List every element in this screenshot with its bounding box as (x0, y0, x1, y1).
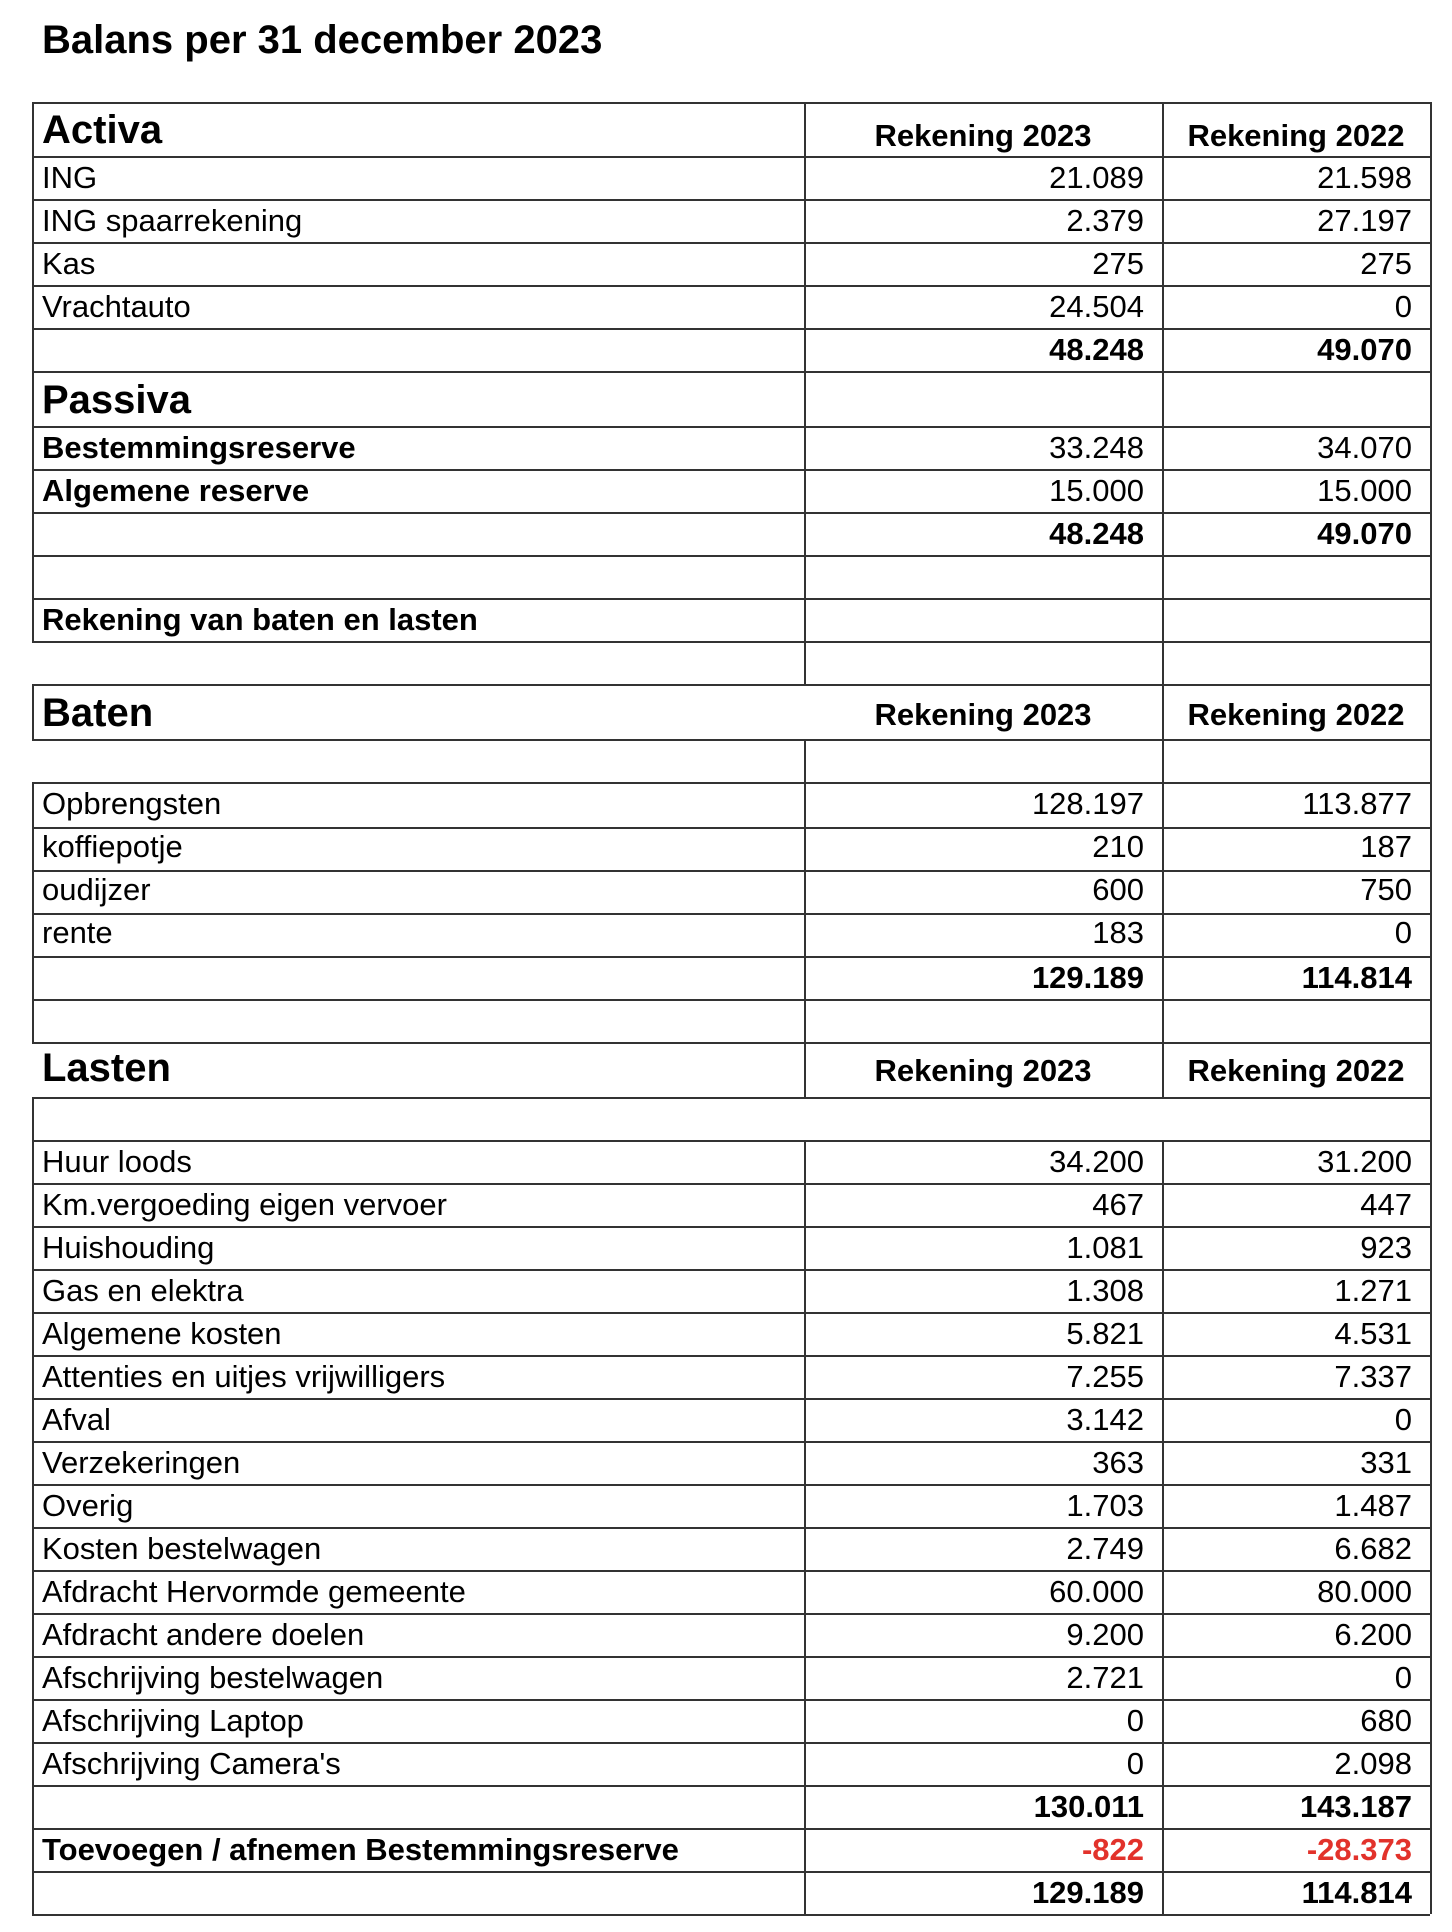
value-2023: 60.000 (1049, 1574, 1144, 1609)
value-2022: 275 (1360, 246, 1412, 281)
table-hline (32, 371, 1430, 373)
row-label: Overig (42, 1488, 134, 1523)
value-2022: 187 (1360, 829, 1412, 864)
table-vline (1430, 1097, 1432, 1140)
value-2022: 923 (1360, 1230, 1412, 1265)
table-hline (32, 1183, 1430, 1185)
table-hline (32, 1699, 1430, 1701)
table-hline (32, 870, 1430, 872)
table-hline (32, 102, 1430, 104)
value-2023: 21.089 (1049, 160, 1144, 195)
value-2022: 0 (1394, 1402, 1412, 1437)
table-vline (32, 684, 34, 739)
table-hline (32, 827, 1430, 829)
table-hline (32, 1097, 1430, 1099)
row-label: Attenties en uitjes vrijwilligers (42, 1359, 446, 1394)
table-hline (804, 782, 1430, 784)
table-hline (32, 199, 1430, 201)
lasten-heading: Lasten (42, 1046, 171, 1090)
value-2022: 34.070 (1317, 430, 1412, 465)
row-label: rente (42, 915, 113, 950)
total-2023: 48.248 (1049, 332, 1144, 367)
value-2022: 6.682 (1334, 1531, 1412, 1566)
table-hline (32, 156, 1430, 158)
table-vline (1162, 1140, 1164, 1914)
table-hline (32, 782, 804, 784)
value-2023: 2.749 (1066, 1531, 1144, 1566)
value-2023: 183 (1092, 915, 1144, 950)
value-2023: 24.504 (1049, 289, 1144, 324)
table-hline (32, 242, 1430, 244)
table-hline (32, 1613, 1430, 1615)
value-2023: 275 (1092, 246, 1144, 281)
row-label: ING (42, 160, 98, 195)
final-total-2023: 129.189 (1031, 1875, 1144, 1910)
final-total-2022: 114.814 (1301, 1875, 1412, 1910)
activa-heading: Activa (42, 108, 163, 152)
total-2022: 49.070 (1317, 332, 1412, 367)
passiva-heading: Passiva (42, 378, 192, 422)
table-vline (804, 102, 806, 684)
table-hline (32, 1042, 1430, 1044)
row-label: Afschrijving Camera's (42, 1746, 341, 1781)
row-label: Kas (42, 246, 96, 281)
row-label: Km.vergoeding eigen vervoer (42, 1187, 447, 1222)
total-2023: 129.189 (1031, 960, 1144, 995)
table-vline (1430, 1140, 1432, 1914)
value-2022: 27.197 (1317, 203, 1412, 238)
total-2023: 130.011 (1033, 1789, 1144, 1824)
row-label: Algemene kosten (42, 1316, 282, 1351)
table-hline (32, 1785, 1430, 1787)
value-2023: 1.703 (1066, 1488, 1144, 1523)
table-hline (32, 469, 1430, 471)
baten-heading: Baten (42, 691, 154, 735)
table-hline (32, 1355, 1430, 1357)
value-2022: 2.098 (1334, 1746, 1412, 1781)
row-label: Huishouding (42, 1230, 215, 1265)
value-2023: 0 (1126, 1703, 1144, 1738)
table-vline (32, 1097, 34, 1140)
row-label: Afval (42, 1402, 111, 1437)
table-vline (804, 739, 806, 1042)
table-vline (1430, 782, 1432, 1042)
table-hline (32, 1140, 804, 1142)
value-2023: 5.821 (1066, 1316, 1144, 1351)
value-2022: 0 (1394, 289, 1412, 324)
col-header-2023: Rekening 2023 (874, 118, 1092, 153)
value-2022: 680 (1360, 1703, 1412, 1738)
value-2022: 7.337 (1334, 1359, 1412, 1394)
row-label: Kosten bestelwagen (42, 1531, 322, 1566)
table-hline (32, 598, 1430, 600)
section-heading: Rekening van baten en lasten (42, 602, 478, 637)
col-header-2022: Rekening 2022 (1187, 118, 1405, 153)
value-2022: 21.598 (1317, 160, 1412, 195)
value-2022: 4.531 (1334, 1316, 1412, 1351)
value-2023: 210 (1092, 829, 1144, 864)
value-2022: 0 (1394, 1660, 1412, 1695)
table-hline (804, 1140, 1430, 1142)
table-hline (32, 426, 1430, 428)
value-2022: 80.000 (1317, 1574, 1412, 1609)
table-vline (804, 1140, 806, 1914)
row-label: oudijzer (42, 872, 151, 907)
table-hline (32, 328, 1430, 330)
table-hline (32, 512, 1430, 514)
mutation-2023: -822 (1081, 1832, 1144, 1867)
mutation-label: Toevoegen / afnemen Bestemmingsreserve (42, 1832, 679, 1867)
value-2023: 0 (1126, 1746, 1144, 1781)
row-label: Afdracht andere doelen (42, 1617, 365, 1652)
table-hline (32, 641, 1430, 643)
table-hline (32, 555, 1430, 557)
table-vline (1430, 371, 1432, 739)
table-hline (32, 1871, 1430, 1873)
total-2023: 48.248 (1049, 516, 1144, 551)
row-label: Afschrijving Laptop (42, 1703, 304, 1738)
value-2022: 1.487 (1334, 1488, 1412, 1523)
value-2022: 15.000 (1317, 473, 1412, 508)
value-2023: 33.248 (1049, 430, 1144, 465)
col-header-2023: Rekening 2023 (874, 697, 1092, 732)
value-2023: 3.142 (1066, 1402, 1144, 1437)
table-vline (1162, 102, 1164, 739)
table-hline (32, 956, 1430, 958)
value-2023: 34.200 (1049, 1144, 1144, 1179)
value-2022: 31.200 (1317, 1144, 1412, 1179)
table-vline (1162, 782, 1164, 1042)
table-hline (32, 1570, 1430, 1572)
table-hline (32, 1828, 1430, 1830)
table-hline (32, 1484, 1430, 1486)
value-2022: 331 (1360, 1445, 1412, 1480)
table-vline (32, 102, 34, 641)
value-2023: 467 (1092, 1187, 1144, 1222)
row-label: Vrachtauto (42, 289, 191, 324)
table-vline (32, 782, 34, 1042)
table-hline (32, 739, 1430, 741)
page-title: Balans per 31 december 2023 (42, 18, 603, 62)
col-header-2023: Rekening 2023 (874, 1053, 1092, 1088)
total-2022: 143.187 (1299, 1789, 1412, 1824)
table-vline (1430, 102, 1432, 371)
value-2023: 7.255 (1066, 1359, 1144, 1394)
table-vline (32, 1140, 34, 1914)
value-2022: 447 (1360, 1187, 1412, 1222)
table-hline (32, 913, 1430, 915)
table-hline (32, 1527, 1430, 1529)
col-header-2022: Rekening 2022 (1187, 1053, 1405, 1088)
table-vline (1430, 1042, 1432, 1097)
value-2022: 750 (1360, 872, 1412, 907)
row-label: Afschrijving bestelwagen (42, 1660, 384, 1695)
table-hline (32, 1226, 1430, 1228)
table-vline (804, 739, 806, 782)
table-hline (32, 285, 1430, 287)
row-label: ING spaarrekening (42, 203, 303, 238)
row-label: Afdracht Hervormde gemeente (42, 1574, 466, 1609)
table-hline (32, 1742, 1430, 1744)
row-label: Huur loods (42, 1144, 192, 1179)
table-hline (32, 1312, 1430, 1314)
table-hline (32, 1656, 1430, 1658)
row-label: Gas en elektra (42, 1273, 244, 1308)
value-2022: 0 (1394, 915, 1412, 950)
row-label: koffiepotje (42, 829, 183, 864)
total-2022: 49.070 (1317, 516, 1412, 551)
value-2022: 113.877 (1302, 786, 1412, 821)
table-hline (32, 999, 1430, 1001)
value-2023: 600 (1092, 872, 1144, 907)
col-header-2022: Rekening 2022 (1187, 697, 1405, 732)
value-2023: 128.197 (1031, 786, 1144, 821)
table-vline (1430, 739, 1432, 782)
value-2023: 2.379 (1066, 203, 1144, 238)
value-2023: 1.308 (1066, 1273, 1144, 1308)
value-2022: 1.271 (1334, 1273, 1412, 1308)
row-label: Bestemmingsreserve (42, 430, 356, 465)
mutation-2022: -28.373 (1306, 1832, 1412, 1867)
value-2023: 363 (1092, 1445, 1144, 1480)
table-hline (32, 1914, 1430, 1916)
table-vline (1162, 739, 1164, 782)
table-hline (32, 1441, 1430, 1443)
table-hline (32, 1269, 1430, 1271)
row-label: Opbrengsten (42, 786, 222, 821)
total-2022: 114.814 (1301, 960, 1412, 995)
value-2022: 6.200 (1334, 1617, 1412, 1652)
value-2023: 1.081 (1066, 1230, 1144, 1265)
table-hline (32, 684, 1430, 686)
value-2023: 15.000 (1049, 473, 1144, 508)
row-label: Verzekeringen (42, 1445, 241, 1480)
table-hline (32, 1398, 1430, 1400)
value-2023: 2.721 (1066, 1660, 1144, 1695)
row-label: Algemene reserve (42, 473, 310, 508)
value-2023: 9.200 (1066, 1617, 1144, 1652)
